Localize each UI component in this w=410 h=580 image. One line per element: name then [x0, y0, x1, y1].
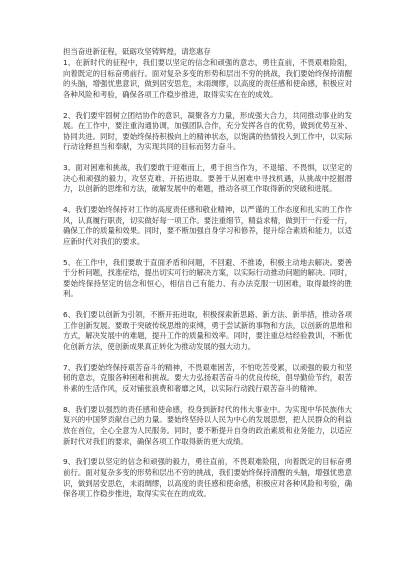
document-body: [63, 46, 352, 500]
document-title: 担当奋进新征程，砥砺攻坚铸辉煌，请您惠存: [63, 47, 211, 56]
paragraph-2: 2、我们要牢固树立团结协作的意识，凝聚各方力量，形成强大合力，共同推动事业的发展。在工作中，要注重沟通协调，加强团队合作，充分发挥各自的优势，做到优势互补、协同共进。同时，要始终保持积极向上的精神状态，以饱满的热情投入到工作中，以实际行动诠释担当和奉献，为实现共同的目标而努力奋斗。: [63, 110, 352, 152]
paragraph-9: 9、我们要以坚定的信念和顽强的毅力，勇往直前，不畏艰难险阻，向着既定的目标奋勇前行。面对复杂多变的形势和层出不穷的挑战，我们要始终保持清醒的头脑，增强忧患意识，做到居安思危，未雨绸缪，以高度的责任感和使命感，积极应对各种风险和考验，确保各项工作稳步推进，取得实实在在的成效。: [63, 457, 352, 499]
paragraph-8: 8、我们要以强烈的责任感和使命感，投身到新时代的伟大事业中。为实现中华民族伟大复兴的中国梦贡献自己的力量。要始终坚持以人民为中心的发展思想，把人民群众的利益放在首位，全心全意为人民服务。同时，要不断提升自身的政治素质和业务能力，以适应新时代对我们的要求，确保各项工作取得新的更大成绩。: [63, 404, 352, 446]
paragraph-3: 3、面对困难和挑战，我们要敢于迎难而上，勇于担当作为，不退缩、不畏惧，以坚定的决心和顽强的毅力，攻坚克难、开拓进取。要善于从困难中寻找机遇，从挑战中挖掘潜力，以创新的思维和方法，破解发展中的难题，推动各项工作取得新的突破和进展。: [63, 163, 352, 194]
paragraph-7: 7、我们要始终保持艰苦奋斗的精神，不畏艰难困苦，不怕吃苦受累，以顽强的毅力和坚韧的意志，克服各种困难和挑战。要大力弘扬艰苦奋斗的优良传统，倡导勤俭节约，艰苦朴素的生活作风，反对铺张浪费和奢靡之风，以实际行动践行艰苦奋斗的精神。: [63, 362, 352, 393]
paragraph-4: 4、我们要始终保持对工作的高度责任感和敬业精神，以严谨的工作态度和扎实的工作作风，认真履行职责，切实做好每一项工作。要注重细节，精益求精，做到干一行爱一行，确保工作的质量和效果。同时，要不断加强自身学习和修养，提升综合素质和能力，以适应新时代对我们的要求。: [63, 205, 352, 246]
paragraph-6: 6、我们要以创新为引领，不断开拓进取，积极探索新思路、新方法、新举措，推动各项工作创新发展。要敢于突破传统思维的束缚，勇于尝试新的事物和方法，以创新的思维和方式，解决发展中的难题，提升工作的质量和效率。同时，要注重总结经验教训，不断优化创新方法，使创新成果真正转化为推动发展的强大动力。: [63, 310, 352, 351]
paragraph-1: 1、在新时代的征程中，我们要以坚定的信念和顽强的意志，勇往直前，不畏艰难险阻，向着既定的目标奋勇前行。面对复杂多变的形势和层出不穷的挑战，我们要始终保持清醒的头脑，增强忧患意识，做到居安思危，未雨绸缪，以高度的责任感和使命感，积极应对各种风险和考验，确保各项工作稳步推进，取得实实在在的成效。: [63, 58, 352, 99]
paragraph-5: 5、在工作中，我们要敢于直面矛盾和问题，不回避、不推诿，积极主动地去解决。要善于分析问题，找准症结，提出切实可行的解决方案，以实际行动推动问题的解决。同时，要始终保持坚定的信念和恒心，相信自己有能力、有办法克服一切困难，取得最终的胜利。: [63, 257, 352, 299]
